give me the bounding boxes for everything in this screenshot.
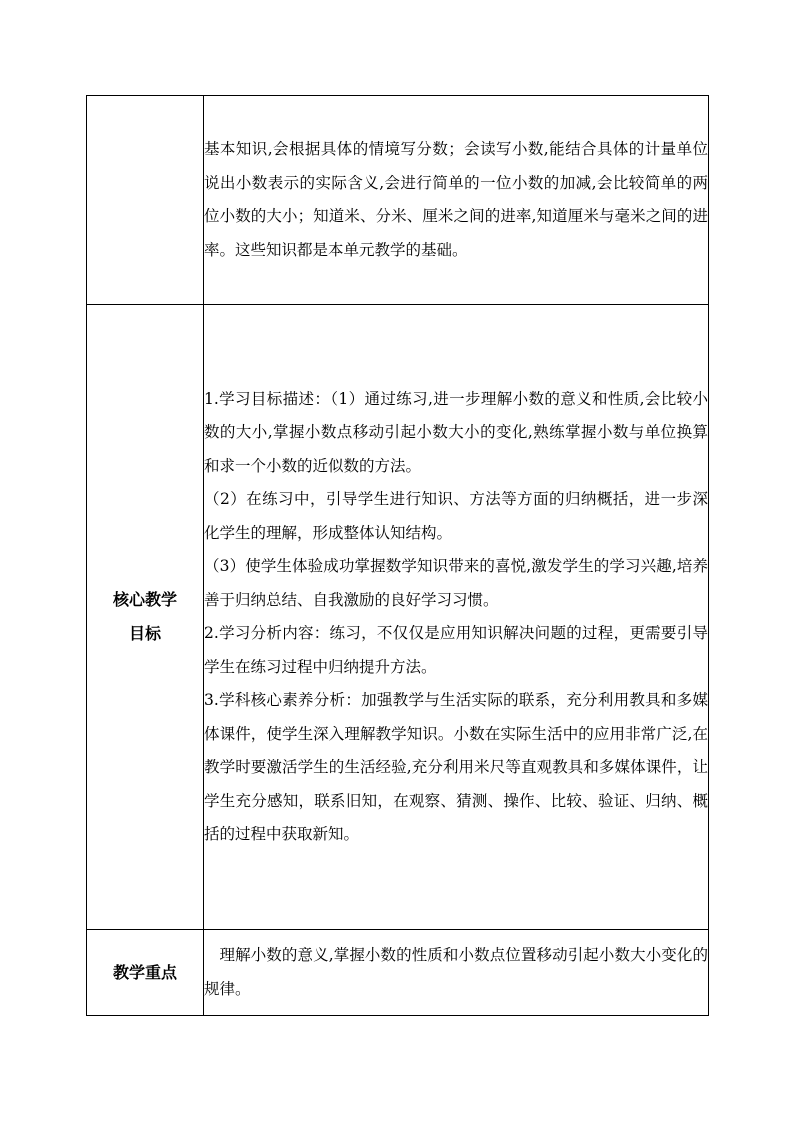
- row-label-core-objectives: [87, 305, 204, 930]
- row-content-key-points: [204, 930, 709, 1016]
- row-label-empty: [87, 96, 204, 305]
- content-paragraph: 理解小数的意义,掌握小数的性质和小数点位置移动引起小数大小变化的规律。: [204, 946, 708, 998]
- row-content-background: [204, 96, 709, 305]
- lesson-plan-table: [86, 95, 709, 1016]
- content-paragraph: （2）在练习中，引导学生进行知识、方法等方面的归纳概括，进一步深化学生的理解，形成整体认知结构。: [204, 490, 708, 542]
- table-row: [87, 930, 709, 1016]
- content-paragraph: 基本知识,会根据具体的情境写分数；会读写小数,能结合具体的计量单位说出小数表示的实际含义,会进行简单的一位小数的加减,会比较简单的两位小数的大小；知道米、分米、厘米之间的进率,知道厘米与毫米之间的进率。这些知识都是本单元教学的基础。: [204, 140, 708, 259]
- content-paragraph: 2.学习分析内容：练习，不仅仅是应用知识解决问题的过程，更需要引导学生在练习过程中归纳提升方法。: [204, 624, 708, 676]
- label-line: 核心教学: [112, 590, 177, 609]
- row-label-key-points: 教学重点: [87, 930, 204, 1016]
- label-line: 目标: [128, 624, 161, 643]
- row-content-core-objectives: [204, 305, 709, 930]
- content-paragraph: 3.学科核心素养分析：加强教学与生活实际的联系，充分利用教具和多媒体课件，使学生深入理解教学知识。小数在实际生活中的应用非常广泛,在教学时要激活学生的生活经验,充分利用米尺等直观教具和多媒体课件，让学生充分感知，联系旧知，在观察、猜测、操作、比较、验证、归纳、概括的过程中获取新知。: [204, 691, 708, 843]
- table-row: [87, 96, 709, 305]
- content-paragraph: 1.学习目标描述：（1）通过练习,进一步理解小数的意义和性质,会比较小数的大小,掌握小数点移动引起小数大小的变化,熟练掌握小数与单位换算和求一个小数的近似数的方法。: [204, 389, 708, 475]
- content-paragraph: （3）使学生体验成功掌握数学知识带来的喜悦,激发学生的学习兴趣,培养善于归纳总结、自我激励的良好学习习惯。: [204, 557, 708, 609]
- table-row: [87, 305, 709, 930]
